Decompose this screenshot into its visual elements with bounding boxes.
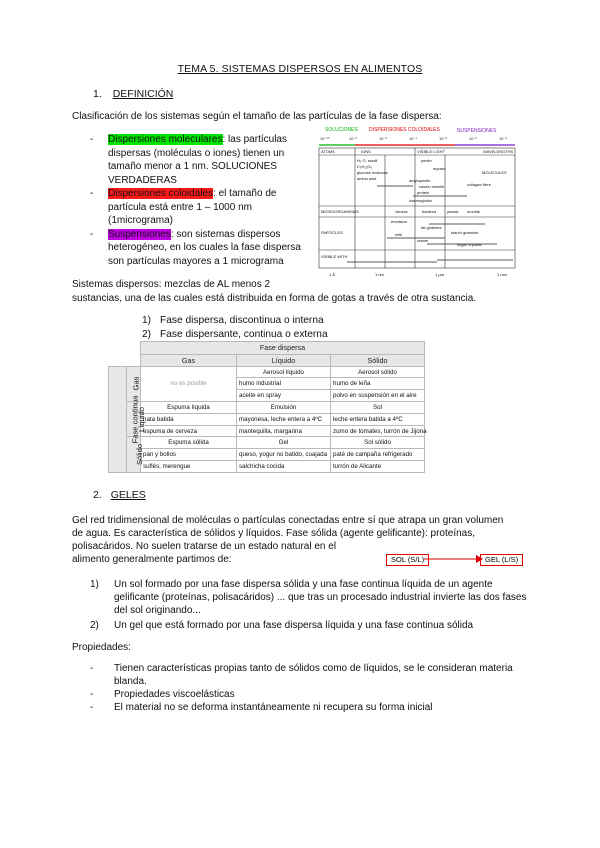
line: de agua. Es característica de sólidos y líquidos. Fase sólida (agente gelificante): proteínas, xyxy=(72,528,476,539)
line: son partículas mayores a 1 micrograma xyxy=(108,255,284,267)
point-number: 2) xyxy=(90,620,99,631)
line: Gel red tridimensional de moléculas o partículas conectadas entre sí que atrapa un gran volumen xyxy=(72,515,504,526)
fig-text: viruses xyxy=(395,209,408,214)
table-cell: mantequilla, margarina xyxy=(237,425,331,437)
term-coloidal: Dispersiones coloidales xyxy=(108,188,214,199)
fig-label-soluciones: SOLUCIONES xyxy=(325,127,358,133)
fig-text: MOLECULES xyxy=(482,170,507,175)
fig-axis: 1 Å xyxy=(329,272,336,277)
table-cell: mayonesa, leche entera a 4ºC xyxy=(237,413,331,425)
fig-text: amino acid xyxy=(357,176,377,181)
fig-exp: 10⁻⁶ xyxy=(439,136,448,141)
fig-exp: 10⁻¹⁰ xyxy=(320,136,330,141)
col-header: Líquido xyxy=(237,354,331,366)
table-cell-head: Aerosol líquido xyxy=(237,366,331,378)
gel-point xyxy=(90,619,530,632)
fig-text: sugar crystals xyxy=(457,242,482,247)
fig-axis: 1 mm xyxy=(497,272,507,277)
fig-text: MICROORGANISMS xyxy=(321,209,359,214)
fig-label-coloidales: DISPERSIONES COLOIDALES xyxy=(369,127,440,133)
fig-exp: 10⁻⁹ xyxy=(349,136,358,141)
line: gelificante (proteínas, polisacáridos) ... que tras un procesado industrial invierte las dos fases xyxy=(114,592,527,603)
phase-text: Fase dispersante, continua o externa xyxy=(160,329,328,340)
line: dispersas (moléculas o iones) tienen un xyxy=(108,147,285,159)
table-cell: queso, yogur no batido, cuajada xyxy=(237,449,331,461)
line: Un gel que está formado por una fase dispersa líquida y una fase continua sólida xyxy=(114,620,474,631)
page-title: TEMA 5. SISTEMAS DISPERSOS EN ALIMENTOS xyxy=(177,63,423,75)
line: VERDADERAS xyxy=(108,174,177,186)
table-cell: polvo en suspensión en el aire xyxy=(331,390,425,402)
table-cell: no es posible xyxy=(141,366,237,401)
side-label: Fase continua xyxy=(130,395,140,444)
table-cell-head: Sol xyxy=(331,402,425,414)
table-cell: suflés, merengue xyxy=(141,461,237,473)
row-label: Líquido xyxy=(136,406,146,432)
fig-text: C₆H₁₂O₆ xyxy=(357,164,373,169)
fig-text: casein micelle xyxy=(419,184,445,189)
table-cell-head: Gel xyxy=(237,437,331,449)
table-cell: zumo de tomates, turrón de Jijona xyxy=(331,425,425,437)
point-number: 1) xyxy=(90,579,99,590)
fig-text: PARTICLES xyxy=(321,230,343,235)
fig-text: glucose molecule xyxy=(357,170,388,175)
table-cell-head: Sol sólido xyxy=(331,437,425,449)
line: sustancias, una de las cuales está distribuida en forma de gotas a través de otra sustancia. xyxy=(72,292,477,304)
row-label: Sólido xyxy=(135,444,145,466)
line: blanda. xyxy=(114,676,147,687)
fig-text: myosin xyxy=(433,166,446,171)
gel-points xyxy=(90,578,530,632)
term-suspensiones: Suspensiones xyxy=(108,228,171,240)
fig-text: yeasts xyxy=(447,209,459,214)
property-item: - El material no se deforma instantáneamente ni recupera su forma inicial xyxy=(90,701,530,714)
table-cell: turrón de Alicante xyxy=(331,461,425,473)
table-cell-head: Espuma sólida xyxy=(141,437,237,449)
line: tamaño menor a 1 nm. SOLUCIONES xyxy=(108,161,277,172)
bullet-molecular: - Dispersiones moleculares: las partículas dispersas (moléculas o iones) tienen un tamaño menor a 1 nm. SOLUCIONES VERDADERAS xyxy=(90,133,315,187)
table-cell: humo de leña xyxy=(331,378,425,390)
table-cell: nata batida xyxy=(141,413,237,425)
fig-text: starch granules xyxy=(451,230,479,235)
phase-number: 2) xyxy=(142,329,152,340)
fig-axis: 1 µm xyxy=(435,272,444,277)
section-1-number: 1. xyxy=(93,88,102,100)
table-cell: pan y bollos xyxy=(141,449,237,461)
fig-text: cream xyxy=(417,238,429,243)
dispersed-systems-definition xyxy=(72,278,476,305)
line: alimento generalmente partimos de: xyxy=(72,554,232,565)
fig-text: haemoglobin xyxy=(409,198,432,203)
fig-text: ATOMS xyxy=(321,149,335,154)
line: : son sistemas dispersos xyxy=(170,228,281,240)
section-1-title: DEFINICIÓN xyxy=(112,88,174,100)
fig-text: fat globules xyxy=(421,225,442,230)
table-cell: leche entera batida a 4ºC xyxy=(331,413,425,425)
property-item: - Tienen características propias tanto de sólidos como de líquidos, se le consideran materia blanda. xyxy=(90,662,530,688)
col-header: Sólido xyxy=(331,354,425,366)
gel-point xyxy=(90,578,530,617)
line: : las partículas xyxy=(222,134,287,145)
line: El material no se deforma instantáneamente ni recupera su forma inicial xyxy=(114,702,433,713)
line: : el tamaño de xyxy=(213,188,277,199)
table-cell-head: Espuma líquida xyxy=(141,402,237,414)
fig-exp: 10⁻⁸ xyxy=(379,136,388,141)
phases-list xyxy=(142,314,328,342)
table-cell: humo industrial xyxy=(237,378,331,390)
col-header: Gas xyxy=(141,354,237,366)
fig-text: bacteria xyxy=(422,209,437,214)
bullet-suspensiones: - Suspensiones: son sistemas dispersos heterogéneo, en los cuales la fase dispersa son partículas mayores a 1 micrograma xyxy=(90,228,315,269)
table-cell-head: Emulsión xyxy=(237,402,331,414)
arrow-icon xyxy=(422,553,484,565)
line: Un sol formado por una fase dispersa sólida y una fase continua líquida de un agente xyxy=(114,579,493,590)
fig-axis: 1 nm xyxy=(375,272,384,277)
table-cell-head: Aerosol sólido xyxy=(331,366,425,378)
fig-text: VISIBLE WITH xyxy=(321,254,348,259)
fig-text: H₂ O, small xyxy=(357,158,378,163)
sol-box: SOL (S/L) xyxy=(386,554,429,566)
particle-size-spectrum-figure xyxy=(317,124,517,280)
section-2-number: 2. xyxy=(93,489,102,501)
table-cell: salchicha cocida xyxy=(237,461,331,473)
fig-exp: 10⁻⁴ xyxy=(499,136,508,141)
fig-label-suspensiones: SUSPENSIONES xyxy=(457,128,497,134)
line: (1micrograma) xyxy=(108,215,174,226)
section-2-heading xyxy=(93,489,146,501)
fig-exp: 10⁻⁷ xyxy=(409,136,418,141)
fig-text: collagen fibre xyxy=(467,182,491,187)
phase-item xyxy=(142,314,328,328)
fig-text: amylopectin xyxy=(409,178,431,183)
fig-text: protein xyxy=(417,190,430,195)
table-cell: espuma de cerveza xyxy=(141,425,237,437)
fig-text: IONS xyxy=(361,149,371,154)
section-2-title: GELES xyxy=(110,489,146,501)
fig-text: milk xyxy=(395,232,403,237)
line: heterogéneo, en los cuales la fase dispersa xyxy=(108,242,301,253)
fig-exp: 10⁻⁵ xyxy=(469,136,478,141)
row-label: Gas xyxy=(131,376,141,391)
fig-text: emulsion xyxy=(391,219,408,224)
fig-text: moulds xyxy=(467,209,480,214)
properties-list xyxy=(90,662,530,714)
property-item: - Propiedades viscoelásticas xyxy=(90,688,530,701)
table-title: Fase dispersa xyxy=(141,342,425,355)
fig-text: VISIBLE LIGHT xyxy=(417,149,446,154)
dispersion-types-table xyxy=(108,341,425,473)
line: Tienen características propias tanto de sólidos como de líquidos, se le consideran materia xyxy=(114,663,513,674)
line: partícula está entre 1 – 1000 nm xyxy=(108,201,252,213)
fig-text: WAVELENGTHS xyxy=(483,149,514,154)
fig-text: pectin xyxy=(421,158,432,163)
table-cell: paté de campaña refrigerado xyxy=(331,449,425,461)
phase-text: Fase dispersa, discontinua o interna xyxy=(160,315,324,326)
properties-title: Propiedades: xyxy=(72,642,131,653)
line: polisacáridos. No suelen tratarse de un estado natural en el xyxy=(72,541,337,552)
phase-item xyxy=(142,328,328,342)
section-1-heading xyxy=(93,88,173,100)
line: del sol originando... xyxy=(114,605,201,616)
line: Sistemas dispersos: mezclas de AL menos 2 xyxy=(72,279,271,290)
phase-number: 1) xyxy=(142,315,152,326)
section-1-intro: Clasificación de los sistemas según el tamaño de las partículas de la fase dispersa: xyxy=(72,111,442,122)
line: Propiedades viscoelásticas xyxy=(114,689,235,700)
table-cell: aceite en spray xyxy=(237,390,331,402)
dispersion-types-list xyxy=(90,133,315,268)
term-molecular: Dispersiones moleculares xyxy=(108,134,223,145)
bullet-coloidal: - Dispersiones coloidales: el tamaño de partícula está entre 1 – 1000 nm (1micrograma) xyxy=(90,187,315,228)
gel-box: GEL (L/S) xyxy=(480,554,523,566)
